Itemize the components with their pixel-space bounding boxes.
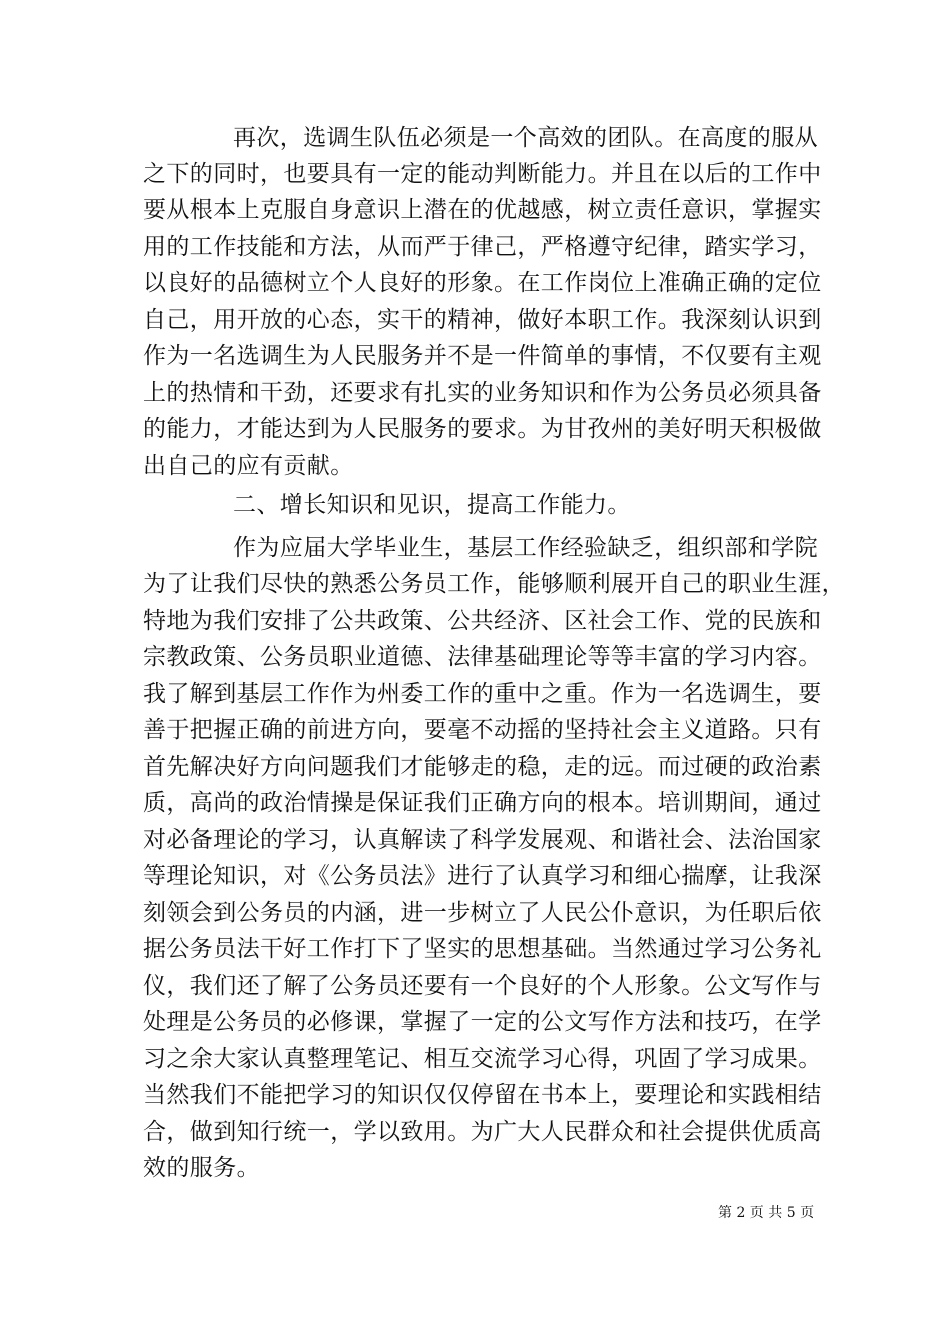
page-number-footer: 第 2 页 共 5 页 bbox=[718, 1205, 815, 1221]
paragraph-line: 刻领会到公务员的内涵，进一步树立了人民公仆意识，为任职后依 bbox=[143, 900, 822, 926]
paragraph-line: 为了让我们尽快的熟悉公务员工作，能够顺利展开自己的职业生涯， bbox=[143, 571, 845, 597]
paragraph-line: 用的工作技能和方法，从而严于律己，严格遵守纪律，踏实学习， bbox=[143, 234, 822, 260]
paragraph-line: 据公务员法干好工作打下了坚实的思想基础。当然通过学习公务礼 bbox=[143, 936, 822, 962]
paragraph-line: 质，高尚的政治情操是保证我们正确方向的根本。培训期间，通过 bbox=[143, 790, 822, 816]
paragraph-line: 作为一名选调生为人民服务并不是一件简单的事情，不仅要有主观 bbox=[143, 343, 822, 369]
paragraph-line: 效的服务。 bbox=[143, 1155, 260, 1181]
paragraph-line: 之下的同时，也要具有一定的能动判断能力。并且在以后的工作中 bbox=[143, 161, 822, 187]
paragraph-line: 首先解决好方向问题我们才能够走的稳，走的远。而过硬的政治素 bbox=[143, 754, 822, 780]
paragraph-line: 善于把握正确的前进方向，要毫不动摇的坚持社会主义道路。只有 bbox=[143, 717, 822, 743]
paragraph-line: 出自己的应有贡献。 bbox=[143, 453, 354, 479]
paragraph-line: 等理论知识，对《公务员法》进行了认真学习和细心揣摩，让我深 bbox=[143, 863, 822, 889]
paragraph-line: 再次，选调生队伍必须是一个高效的团队。在高度的服从 bbox=[233, 125, 818, 151]
paragraph-line: 以良好的品德树立个人良好的形象。在工作岗位上准确正确的定位 bbox=[143, 270, 822, 296]
paragraph-line: 上的热情和干劲，还要求有扎实的业务知识和作为公务员必须具备 bbox=[143, 380, 822, 406]
paragraph-line: 合，做到知行统一，学以致用。为广大人民群众和社会提供优质高 bbox=[143, 1119, 822, 1145]
paragraph-line: 特地为我们安排了公共政策、公共经济、区社会工作、党的民族和 bbox=[143, 608, 822, 634]
section-heading: 二、增长知识和见识，提高工作能力。 bbox=[233, 492, 631, 518]
paragraph-line: 习之余大家认真整理笔记、相互交流学习心得，巩固了学习成果。 bbox=[143, 1046, 822, 1072]
paragraph-line: 我了解到基层工作作为州委工作的重中之重。作为一名选调生，要 bbox=[143, 681, 822, 707]
paragraph-line: 作为应届大学毕业生，基层工作经验缺乏，组织部和学院 bbox=[233, 535, 818, 561]
paragraph-line: 仪，我们还了解了公务员还要有一个良好的个人形象。公文写作与 bbox=[143, 973, 822, 999]
paragraph-line: 宗教政策、公务员职业道德、法律基础理论等等丰富的学习内容。 bbox=[143, 644, 822, 670]
paragraph-line: 处理是公务员的必修课，掌握了一定的公文写作方法和技巧，在学 bbox=[143, 1009, 822, 1035]
paragraph-line: 当然我们不能把学习的知识仅仅停留在书本上，要理论和实践相结 bbox=[143, 1082, 822, 1108]
paragraph-line: 要从根本上克服自身意识上潜在的优越感，树立责任意识，掌握实 bbox=[143, 197, 822, 223]
paragraph-line: 的能力，才能达到为人民服务的要求。为甘孜州的美好明天积极做 bbox=[143, 416, 822, 442]
paragraph-line: 自己，用开放的心态，实干的精神，做好本职工作。我深刻认识到 bbox=[143, 307, 822, 333]
paragraph-line: 对必备理论的学习，认真解读了科学发展观、和谐社会、法治国家 bbox=[143, 827, 822, 853]
